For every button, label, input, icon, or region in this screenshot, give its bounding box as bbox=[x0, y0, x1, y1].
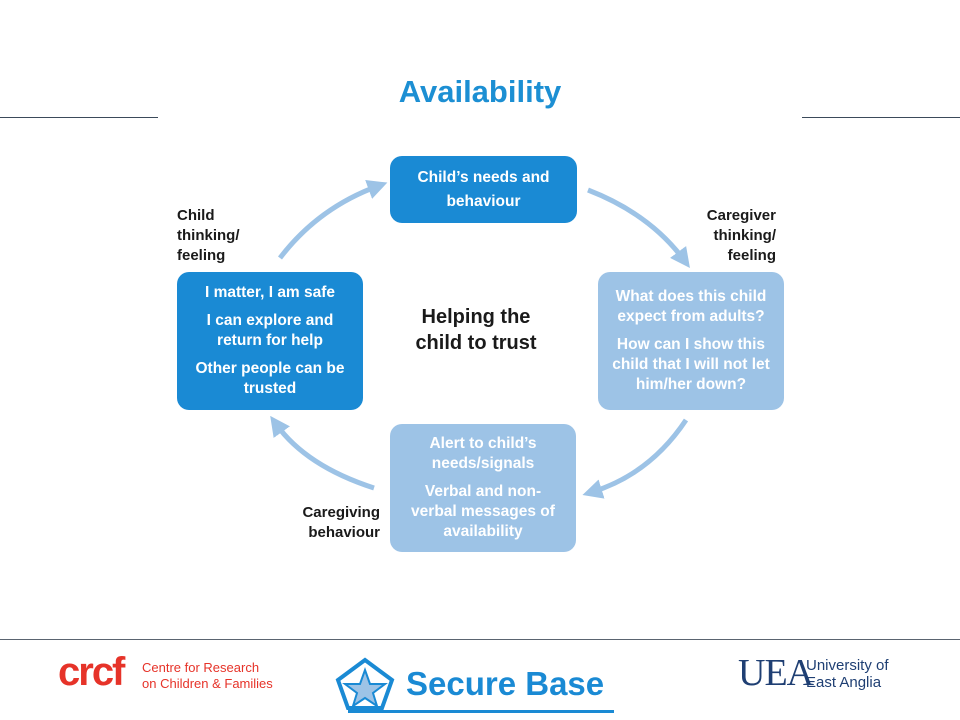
box-caregiving-behaviour bbox=[390, 424, 576, 552]
box-child-beliefs bbox=[177, 272, 363, 410]
secure-base-underline bbox=[348, 710, 614, 713]
crcf-logo bbox=[58, 650, 278, 694]
text-line: child to trust bbox=[415, 332, 537, 354]
box-childs-needs bbox=[390, 156, 577, 223]
arrow-right-to-bottom bbox=[592, 420, 686, 492]
text-line: Caregiver bbox=[706, 207, 776, 224]
text-line: Caregiving bbox=[302, 504, 380, 521]
text-line: on Children & Families bbox=[142, 676, 273, 691]
label-caregiving-behaviour bbox=[276, 503, 380, 543]
box-childs-needs-line: behaviour bbox=[446, 192, 521, 210]
child-belief-3 bbox=[177, 359, 363, 399]
pentagon-star-icon bbox=[334, 656, 396, 712]
uea-logo bbox=[738, 652, 908, 695]
behaviour-item-1 bbox=[390, 434, 576, 474]
text-line: How can I show this bbox=[616, 336, 766, 353]
text-line: thinking/ bbox=[713, 227, 776, 244]
label-caregiver-thinking bbox=[676, 206, 776, 266]
text-line: Helping the bbox=[421, 306, 531, 328]
text-line: Child bbox=[177, 207, 215, 224]
text-line: University of bbox=[806, 657, 889, 674]
crcf-wordmark: crcf bbox=[58, 650, 124, 694]
slide-title: Availability bbox=[398, 74, 562, 109]
child-belief-1 bbox=[177, 283, 363, 303]
text-line: feeling bbox=[177, 247, 226, 264]
text-line: thinking/ bbox=[177, 227, 240, 244]
box-caregiver-questions bbox=[598, 272, 784, 410]
uea-wordmark: UEA bbox=[738, 652, 814, 694]
text-line: What does this child bbox=[615, 288, 767, 305]
caregiver-question-2 bbox=[598, 335, 784, 395]
text-line: needs/signals bbox=[431, 455, 535, 472]
label-child-thinking bbox=[177, 206, 240, 266]
crcf-name bbox=[142, 660, 273, 692]
box-childs-needs-line: Child’s needs and bbox=[417, 168, 550, 186]
uea-name bbox=[806, 657, 889, 691]
text-line: him/her down? bbox=[635, 376, 747, 393]
text-line: Alert to child’s bbox=[429, 435, 537, 452]
text-line: verbal messages of bbox=[411, 503, 555, 520]
arrow-top-to-right bbox=[588, 190, 684, 260]
center-label bbox=[396, 304, 556, 356]
arrow-left-to-top bbox=[280, 186, 378, 258]
text-line: I matter, I am safe bbox=[204, 284, 336, 301]
secure-base-logo bbox=[334, 654, 634, 716]
caregiver-question-1 bbox=[598, 287, 784, 327]
text-line: behaviour bbox=[308, 524, 380, 541]
text-line: expect from adults? bbox=[617, 308, 765, 325]
text-line: I can explore and bbox=[206, 312, 334, 329]
text-line: trusted bbox=[243, 380, 297, 397]
footer-rule bbox=[0, 639, 960, 640]
text-line: feeling bbox=[727, 247, 776, 264]
secure-base-name: Secure Base bbox=[406, 665, 605, 702]
child-belief-2 bbox=[177, 311, 363, 351]
arrow-bottom-to-left bbox=[276, 424, 374, 488]
text-line: Other people can be bbox=[195, 360, 345, 377]
behaviour-item-2 bbox=[390, 482, 576, 542]
text-line: availability bbox=[443, 523, 523, 540]
text-line: Centre for Research bbox=[142, 660, 260, 675]
text-line: Verbal and non- bbox=[424, 483, 542, 500]
text-line: child that I will not let bbox=[612, 356, 770, 373]
text-line: return for help bbox=[217, 332, 323, 349]
text-line: East Anglia bbox=[806, 674, 882, 691]
